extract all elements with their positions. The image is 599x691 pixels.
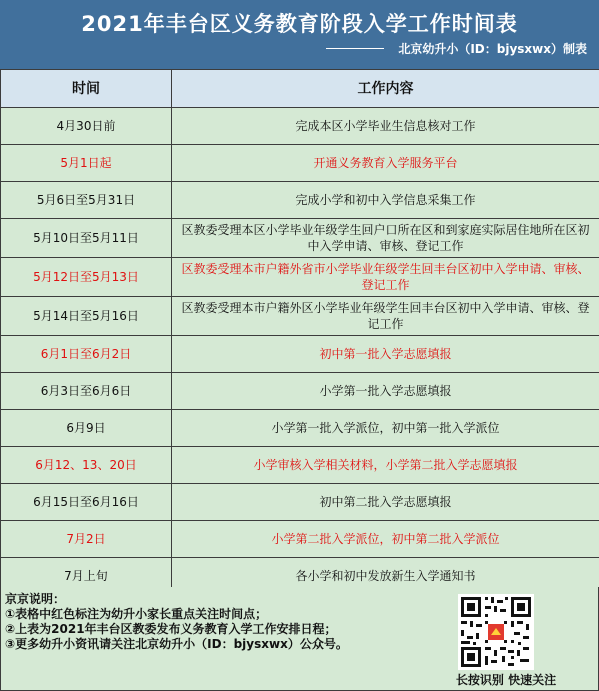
time-cell: 7月2日 <box>1 521 172 558</box>
table-row <box>1 108 599 145</box>
table-row <box>1 182 599 219</box>
table-row <box>1 145 599 182</box>
table-row <box>1 373 599 410</box>
time-cell: 6月12、13、20日 <box>1 447 172 484</box>
table-row <box>1 410 599 447</box>
table-row <box>1 484 599 521</box>
table-row <box>1 447 599 484</box>
content-cell: 区教委受理本市户籍外省市小学毕业年级学生回丰台区初中入学申请、审核、登记工作 <box>172 258 599 297</box>
content-cell: 开通义务教育入学服务平台 <box>172 145 599 182</box>
note-item: ③更多幼升小资讯请关注北京幼升小（ID：bjysxwx）公众号。 <box>5 637 348 651</box>
page-subtitle: 北京幼升小（ID：bjysxwx）制表 <box>398 42 587 56</box>
qr-code-icon[interactable] <box>458 594 534 670</box>
time-cell: 6月9日 <box>1 410 172 447</box>
page-header <box>0 0 599 70</box>
time-cell: 5月1日起 <box>1 145 172 182</box>
qr-code-graphic <box>458 594 534 670</box>
table-row <box>1 219 599 258</box>
time-cell: 5月10日至5月11日 <box>1 219 172 258</box>
notes-footer <box>0 587 599 691</box>
content-cell: 初中第二批入学志愿填报 <box>172 484 599 521</box>
table-header-row <box>1 70 599 108</box>
content-cell: 完成本区小学毕业生信息核对工作 <box>172 108 599 145</box>
content-cell: 小学第二批入学派位，初中第二批入学派位 <box>172 521 599 558</box>
content-cell: 小学第一批入学派位，初中第一批入学派位 <box>172 410 599 447</box>
time-cell: 6月1日至6月2日 <box>1 336 172 373</box>
time-cell: 7月上旬 <box>1 558 172 595</box>
time-cell: 5月14日至5月16日 <box>1 297 172 336</box>
table-row <box>1 336 599 373</box>
note-item: ②上表为2021年丰台区教委发布义务教育入学工作安排日程； <box>5 622 337 636</box>
column-header-content: 工作内容 <box>172 70 599 108</box>
time-cell: 6月15日至6月16日 <box>1 484 172 521</box>
schedule-table <box>0 69 599 595</box>
time-cell: 4月30日前 <box>1 108 172 145</box>
time-cell: 6月3日至6月6日 <box>1 373 172 410</box>
table-body <box>1 108 599 595</box>
content-cell: 完成小学和初中入学信息采集工作 <box>172 182 599 219</box>
content-cell: 初中第一批入学志愿填报 <box>172 336 599 373</box>
content-cell: 区教委受理本市户籍外区小学毕业年级学生回丰台区初中入学申请、审核、登记工作 <box>172 297 599 336</box>
notes-block <box>5 592 435 652</box>
subtitle-rule <box>326 48 384 49</box>
table-row <box>1 297 599 336</box>
page-title: 2021年丰台区义务教育阶段入学工作时间表 <box>81 12 518 36</box>
time-cell: 5月12日至5月13日 <box>1 258 172 297</box>
content-cell: 区教委受理本区小学毕业年级学生回户口所在区和到家庭实际居住地所在区初中入学申请、审核、登记工作 <box>172 219 599 258</box>
time-cell: 5月6日至5月31日 <box>1 182 172 219</box>
content-cell: 小学第一批入学志愿填报 <box>172 373 599 410</box>
content-cell: 小学审核入学相关材料，小学第二批入学志愿填报 <box>172 447 599 484</box>
content-cell: 各小学和初中发放新生入学通知书 <box>172 558 599 595</box>
table-row <box>1 521 599 558</box>
column-header-time: 时间 <box>1 70 172 108</box>
note-item: ①表格中红色标注为幼升小家长重点关注时间点； <box>5 607 268 621</box>
qr-caption: 长按识别 快速关注 <box>455 673 557 687</box>
notes-heading: 京京说明： <box>5 592 66 606</box>
table-row <box>1 258 599 297</box>
